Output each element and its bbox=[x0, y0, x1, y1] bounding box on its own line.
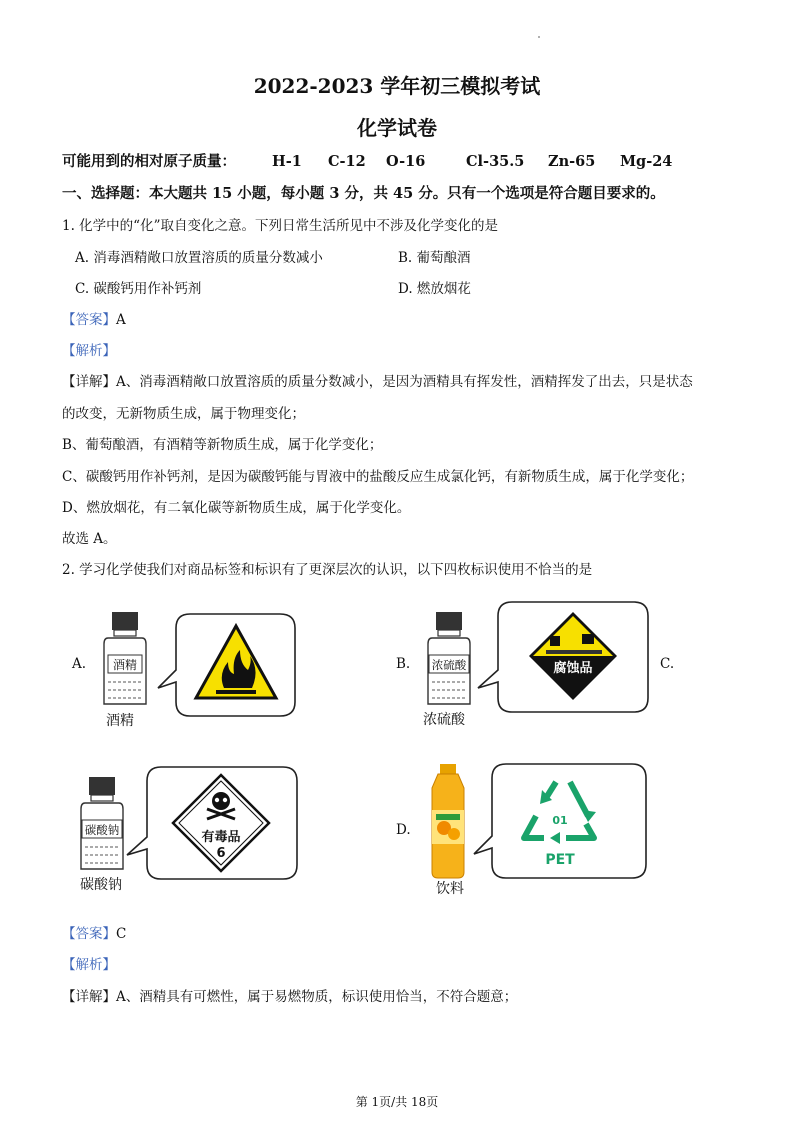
mass-zn: Zn-65 bbox=[548, 153, 596, 170]
q2-option-c-figure bbox=[75, 765, 305, 900]
q1-option-c: C. 碳酸钙用作补钙剂 bbox=[75, 281, 202, 297]
q1-detail-label: 【详解】 bbox=[62, 374, 116, 390]
q2-detail-a-text: A、酒精具有可燃性，属于易燃物质，标识使用恰当，不符合题意； bbox=[116, 989, 518, 1005]
q1-answer bbox=[62, 308, 126, 328]
q1-option-b: B. 葡萄酿酒 bbox=[398, 250, 471, 266]
q2-stem: 2. 学习化学使我们对商品标签和标识有了更深层次的认识，以下四枚标识使用不恰当的是 bbox=[62, 562, 593, 578]
q1-option-a: A. 消毒酒精敞口放置溶质的质量分数减小 bbox=[75, 250, 323, 266]
sign-c-text: 有毒品 bbox=[201, 830, 241, 845]
q1-detail-text1: A、消毒酒精敞口放置溶质的质量分数减小，是因为酒精具有挥发性，酒精挥发了出去，只是状态 bbox=[116, 374, 693, 390]
q1-detail-d: D、燃放烟花，有二氧化碳等新物质生成，属于化学变化。 bbox=[62, 500, 411, 516]
scan-dot bbox=[538, 36, 540, 38]
drink-caption: 饮料 bbox=[436, 881, 464, 897]
q1-answer-label: 【答案】 bbox=[62, 312, 116, 328]
q2-option-d-letter: D. bbox=[396, 822, 411, 838]
q2-option-d-figure bbox=[420, 760, 650, 900]
mass-c: C-12 bbox=[328, 153, 366, 170]
section-heading: 一、选择题：本大题共 15 小题，每小题 3 分，共 45 分。只有一个选项是符合题目要求的。 bbox=[62, 185, 665, 202]
acid-bottle-icon bbox=[428, 612, 470, 704]
q2-answer bbox=[62, 922, 126, 942]
atomic-masses bbox=[62, 150, 672, 171]
mass-cl: Cl-35.5 bbox=[466, 153, 525, 170]
q2-detail-label: 【详解】 bbox=[62, 989, 116, 1005]
page-footer: 第 1页/共 18页 bbox=[355, 1095, 439, 1109]
sign-b-text: 腐蚀品 bbox=[553, 661, 593, 676]
q2-option-b-letter: B. bbox=[396, 656, 411, 672]
q1-detail-line2: 的改变，无新物质生成，属于物理变化； bbox=[62, 406, 305, 422]
bottle-b-label: 浓硫酸 bbox=[431, 658, 467, 672]
sodium-carbonate-bottle-icon bbox=[81, 777, 123, 869]
q2-answer-label: 【答案】 bbox=[62, 926, 116, 942]
q2-option-b-figure bbox=[422, 600, 652, 740]
q1-detail-c: C、碳酸钙用作补钙剂，是因为碳酸钙能与胃液中的盐酸反应生成氯化钙，有新物质生成，属于化学变化； bbox=[62, 469, 694, 485]
drink-bottle-icon bbox=[432, 764, 464, 878]
q1-stem: 1. 化学中的“化”取自变化之意。下列日常生活所见中不涉及化学变化的是 bbox=[62, 218, 498, 234]
bottle-a-caption: 酒精 bbox=[106, 713, 134, 729]
q1-detail-line1 bbox=[62, 370, 693, 390]
bottle-c-caption: 碳酸钠 bbox=[80, 877, 122, 893]
q2-option-a-letter: A. bbox=[72, 656, 87, 672]
q1-answer-value: A bbox=[116, 312, 126, 328]
q1-option-d: D. 燃放烟花 bbox=[398, 281, 471, 297]
page-subtitle: 化学试卷 bbox=[357, 116, 437, 140]
q2-detail-a bbox=[62, 985, 517, 1005]
bottle-c-label: 碳酸钠 bbox=[84, 823, 120, 837]
mass-o: O-16 bbox=[386, 153, 426, 170]
q1-analysis-label: 【解析】 bbox=[62, 343, 116, 359]
bottle-b-caption: 浓硫酸 bbox=[423, 712, 465, 728]
mass-mg: Mg-24 bbox=[620, 153, 673, 170]
q2-option-a-figure bbox=[100, 610, 300, 740]
page-title: 2022-2023 学年初三模拟考试 bbox=[253, 74, 541, 98]
q2-answer-value: C bbox=[116, 926, 127, 942]
recycle-text: PET bbox=[545, 852, 575, 868]
q2-option-c-letter: C. bbox=[660, 656, 675, 672]
alcohol-bottle-icon bbox=[104, 612, 146, 704]
atomic-masses-label: 可能用到的相对原子质量： bbox=[62, 153, 236, 170]
q2-analysis-label: 【解析】 bbox=[62, 957, 116, 973]
bottle-a-label: 酒精 bbox=[112, 658, 138, 672]
q1-conclusion: 故选 A。 bbox=[62, 531, 117, 547]
sign-c-number: 6 bbox=[216, 846, 226, 861]
mass-h: H-1 bbox=[272, 153, 302, 170]
q1-detail-b: B、葡萄酿酒，有酒精等新物质生成，属于化学变化； bbox=[62, 437, 383, 453]
recycle-code: 01 bbox=[552, 814, 568, 827]
